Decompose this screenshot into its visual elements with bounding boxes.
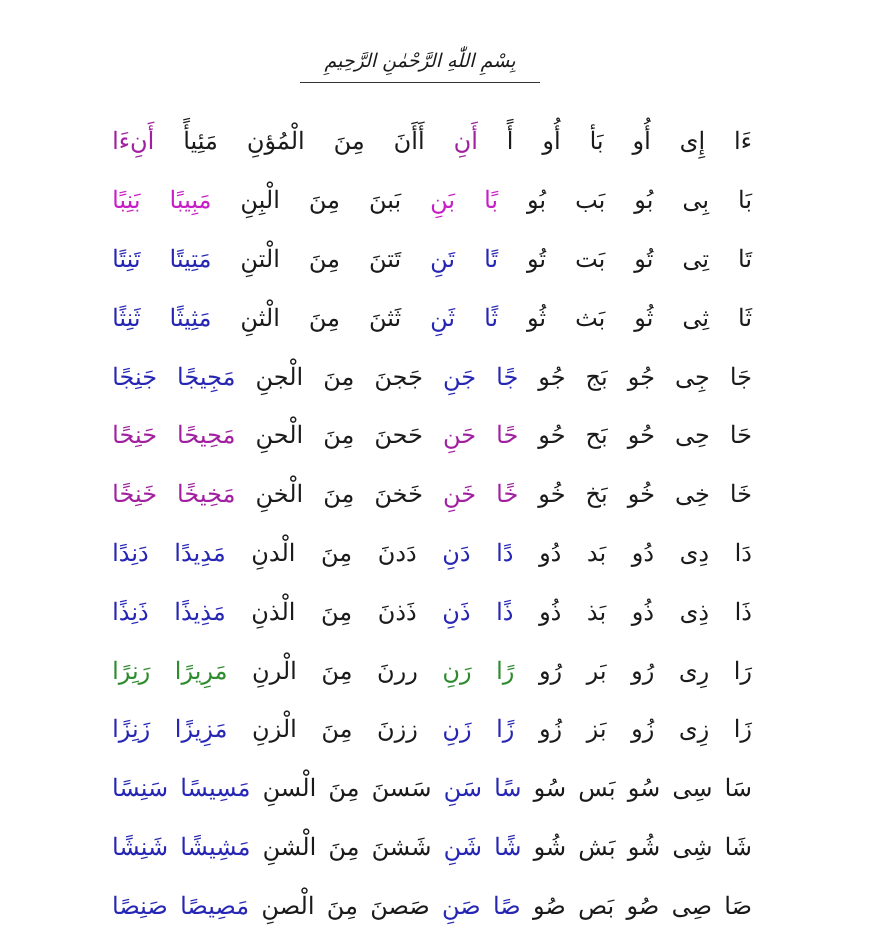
letter-cell: شَنِشًا: [112, 832, 169, 861]
letter-cell: تَا: [738, 244, 752, 273]
letter-cell: ذُو: [631, 597, 655, 626]
letter-cell: مَصِيصًا: [180, 891, 250, 920]
letter-cell: بَت: [575, 244, 606, 273]
letter-cell: مَتِيتًا: [169, 244, 212, 273]
letter-cell: مِنَ: [323, 362, 355, 391]
letter-cell: خًا: [496, 480, 519, 509]
letter-row: [112, 818, 752, 877]
letter-cell: بَنِ: [430, 186, 456, 215]
letter-cell: سَا: [724, 774, 752, 803]
letter-cell: شَا: [724, 832, 752, 861]
letter-cell: دَا: [734, 538, 752, 567]
letter-cell: إِى: [679, 127, 706, 156]
letter-cell: الْسنِ: [262, 774, 317, 803]
letter-cell: صَا: [724, 891, 752, 920]
letter-cell: دَنِدًا: [112, 538, 149, 567]
letter-cell: خَنِخًا: [112, 480, 158, 509]
letter-cell: سِى: [672, 774, 713, 803]
letter-cell: صَنِصًا: [112, 891, 168, 920]
letter-cell: خُو: [627, 480, 655, 509]
letter-row: [112, 171, 752, 230]
letter-cell: بَص: [578, 891, 615, 920]
letter-cell: مَئِيأً: [183, 127, 218, 156]
letter-cell: مَثِيثًا: [169, 303, 212, 332]
letter-cell: مِنَ: [321, 597, 353, 626]
letter-cell: حُو: [538, 421, 566, 450]
letter-cell: شَنِ: [443, 832, 482, 861]
letter-cell: مِنَ: [308, 244, 340, 273]
letter-cell: الْبِنِ: [240, 186, 280, 215]
letter-cell: الْخنِ: [255, 480, 304, 509]
letter-cell: حَنِحًا: [112, 421, 158, 450]
letter-cell: بَح: [585, 421, 608, 450]
letter-cell: رِى: [678, 656, 710, 685]
letter-cell: صَصنَ: [370, 891, 430, 920]
letter-cell: الْصنِ: [261, 891, 315, 920]
letter-cell: مِنَ: [321, 715, 353, 744]
letter-cell: تَنِتًا: [112, 244, 141, 273]
letter-cell: الْمُؤنِ: [246, 127, 305, 156]
basmala-heading: بِسْمِ اللّٰهِ الرَّحْمٰنِ الرَّحِيمِ: [300, 46, 540, 83]
letter-cell: أَنِءَا: [112, 127, 155, 156]
letter-cell: مِنَ: [323, 421, 355, 450]
letter-cell: مَشِيشًا: [180, 832, 251, 861]
letter-cell: جُو: [538, 362, 566, 391]
letter-cell: شُو: [627, 832, 661, 861]
letter-cell: حُو: [627, 421, 655, 450]
letter-cell: سَنِسًا: [112, 774, 169, 803]
letter-cell: مَدِيدًا: [174, 538, 226, 567]
letter-row: [112, 112, 752, 171]
letter-cell: بِى: [682, 186, 710, 215]
letter-cell: تَتنَ: [368, 244, 402, 273]
letter-cell: مَخِيخًا: [177, 480, 236, 509]
letter-cell: سَنِ: [443, 774, 482, 803]
letter-cell: الْحنِ: [255, 421, 304, 450]
letter-cell: تِى: [682, 244, 710, 273]
letter-cell: جَنِ: [443, 362, 477, 391]
letter-cell: مَذِيذًا: [174, 597, 226, 626]
letter-row: [112, 700, 752, 759]
letter-cell: الْذنِ: [251, 597, 296, 626]
letter-cell: بَنِبًا: [112, 186, 141, 215]
letter-cell: صُو: [533, 891, 566, 920]
letter-cell: رَا: [733, 656, 752, 685]
letter-cell: حَحنَ: [374, 421, 423, 450]
letter-cell: ذَنِ: [442, 597, 471, 626]
letter-cell: بَا: [738, 186, 752, 215]
letter-cell: ثَنِثًا: [112, 303, 141, 332]
letter-cell: شُو: [533, 832, 567, 861]
letter-cell: خُو: [538, 480, 566, 509]
letter-cell: بًا: [484, 186, 499, 215]
letter-cell: رًا: [496, 656, 515, 685]
letter-cell: بَد: [586, 538, 607, 567]
letter-row: [112, 876, 752, 935]
letter-row: [112, 406, 752, 465]
letter-cell: بَس: [578, 774, 616, 803]
letter-cell: الْثنِ: [240, 303, 280, 332]
letter-cell: شًا: [494, 832, 522, 861]
letter-cell: ثُو: [527, 303, 547, 332]
letter-cell: مَبِيبًا: [169, 186, 212, 215]
letter-cell: الْرنِ: [252, 656, 297, 685]
letter-cell: بَبنَ: [368, 186, 402, 215]
letter-cell: حِى: [674, 421, 710, 450]
letter-cell: مِنَ: [333, 127, 365, 156]
letter-cell: ثُو: [634, 303, 654, 332]
letter-cell: سُو: [627, 774, 661, 803]
letter-cell: مَرِيرًا: [174, 656, 228, 685]
letter-row: [112, 582, 752, 641]
letter-row: [112, 524, 752, 583]
letter-cell: مَزِيزًا: [174, 715, 228, 744]
letter-cell: تُو: [634, 244, 654, 273]
letter-cell: زَنِ: [442, 715, 472, 744]
letter-cell: صَنِ: [442, 891, 481, 920]
letter-cell: بُو: [527, 186, 547, 215]
letter-cell: أَنِ: [453, 127, 478, 156]
letter-cell: ءَا: [734, 127, 752, 156]
letter-row: [112, 347, 752, 406]
letter-cell: بَب: [575, 186, 606, 215]
letter-cell: أُو: [632, 127, 651, 156]
letter-cell: حًا: [496, 421, 519, 450]
letter-row: [112, 641, 752, 700]
letter-cell: الْدنِ: [251, 538, 296, 567]
letter-cell: الْزنِ: [252, 715, 297, 744]
letter-cell: رُو: [538, 656, 563, 685]
letter-cell: خَنِ: [443, 480, 477, 509]
letter-cell: أَأَنَ: [393, 127, 425, 156]
letter-cell: ثًا: [484, 303, 499, 332]
letter-cell: مِنَ: [326, 891, 358, 920]
letter-cell: صِى: [671, 891, 712, 920]
letter-cell: رَنِرًا: [112, 656, 151, 685]
letter-cell: رَنِ: [442, 656, 472, 685]
letter-cell: صًا: [492, 891, 521, 920]
letter-cell: أُو: [542, 127, 561, 156]
letter-cell: زِى: [678, 715, 710, 744]
letter-row: [112, 288, 752, 347]
letter-cell: تًا: [484, 244, 499, 273]
letter-cell: ذِى: [679, 597, 710, 626]
letter-cell: الْجنِ: [255, 362, 304, 391]
letter-cell: تُو: [527, 244, 547, 273]
letter-cell: الْشنِ: [262, 832, 317, 861]
letter-grid: [112, 112, 752, 935]
letter-cell: ذَا: [734, 597, 752, 626]
letter-cell: مِنَ: [321, 538, 353, 567]
letter-cell: بَأ: [589, 127, 604, 156]
letter-cell: مِنَ: [321, 656, 353, 685]
letter-row: [112, 759, 752, 818]
letter-cell: ررنَ: [377, 656, 418, 685]
letter-cell: بَث: [575, 303, 606, 332]
letter-cell: بُو: [634, 186, 654, 215]
letter-cell: ززنَ: [377, 715, 418, 744]
letter-cell: شَشنَ: [371, 832, 432, 861]
letter-cell: زَا: [733, 715, 752, 744]
letter-cell: زَنِزًا: [112, 715, 151, 744]
letter-cell: ثَا: [738, 303, 752, 332]
letter-cell: بَش: [578, 832, 616, 861]
letter-cell: سًا: [494, 774, 522, 803]
letter-cell: مَحِيحًا: [177, 421, 236, 450]
letter-cell: جِى: [674, 362, 710, 391]
letter-cell: بَر: [586, 656, 607, 685]
letter-cell: جَجنَ: [374, 362, 423, 391]
letter-cell: أً: [506, 127, 514, 156]
letter-cell: مِنَ: [323, 480, 355, 509]
letter-cell: بَذ: [586, 597, 607, 626]
letter-cell: خَخنَ: [374, 480, 423, 509]
letter-cell: دَدنَ: [377, 538, 417, 567]
letter-cell: سَسنَ: [371, 774, 432, 803]
letter-cell: الْتنِ: [240, 244, 280, 273]
letter-cell: مَجِيجًا: [177, 362, 236, 391]
letter-cell: ثَثنَ: [368, 303, 402, 332]
letter-cell: مِنَ: [308, 186, 340, 215]
letter-cell: جَنِجًا: [112, 362, 158, 391]
letter-cell: ذَنِذًا: [112, 597, 149, 626]
letter-cell: دَنِ: [442, 538, 471, 567]
letter-cell: حَا: [729, 421, 752, 450]
letter-row: [112, 465, 752, 524]
letter-cell: شِى: [672, 832, 713, 861]
letter-cell: ثَنِ: [430, 303, 456, 332]
letter-cell: رُو: [631, 656, 655, 685]
letter-cell: صُو: [626, 891, 660, 920]
letter-cell: دُو: [539, 538, 562, 567]
letter-cell: جُو: [627, 362, 655, 391]
letter-cell: مَسِيسًا: [180, 774, 251, 803]
letter-cell: دُو: [631, 538, 655, 567]
letter-cell: جًا: [496, 362, 519, 391]
letter-cell: ذَذنَ: [377, 597, 417, 626]
letter-cell: خَا: [729, 480, 752, 509]
letter-cell: مِنَ: [328, 832, 360, 861]
letter-cell: دًا: [496, 538, 514, 567]
letter-row: [112, 230, 752, 289]
letter-cell: بَخ: [585, 480, 608, 509]
letter-cell: جَا: [729, 362, 752, 391]
letter-cell: زًا: [496, 715, 515, 744]
letter-cell: دِى: [679, 538, 710, 567]
letter-cell: زُو: [631, 715, 655, 744]
letter-cell: تَنِ: [430, 244, 456, 273]
letter-cell: بَز: [586, 715, 607, 744]
letter-cell: سُو: [533, 774, 567, 803]
letter-cell: خِى: [674, 480, 710, 509]
letter-cell: مِنَ: [308, 303, 340, 332]
letter-cell: زُو: [538, 715, 563, 744]
letter-cell: ثِى: [682, 303, 710, 332]
letter-cell: مِنَ: [328, 774, 360, 803]
letter-cell: ذُو: [539, 597, 562, 626]
letter-cell: ذًا: [496, 597, 514, 626]
letter-cell: بَج: [585, 362, 608, 391]
letter-cell: حَنِ: [443, 421, 477, 450]
